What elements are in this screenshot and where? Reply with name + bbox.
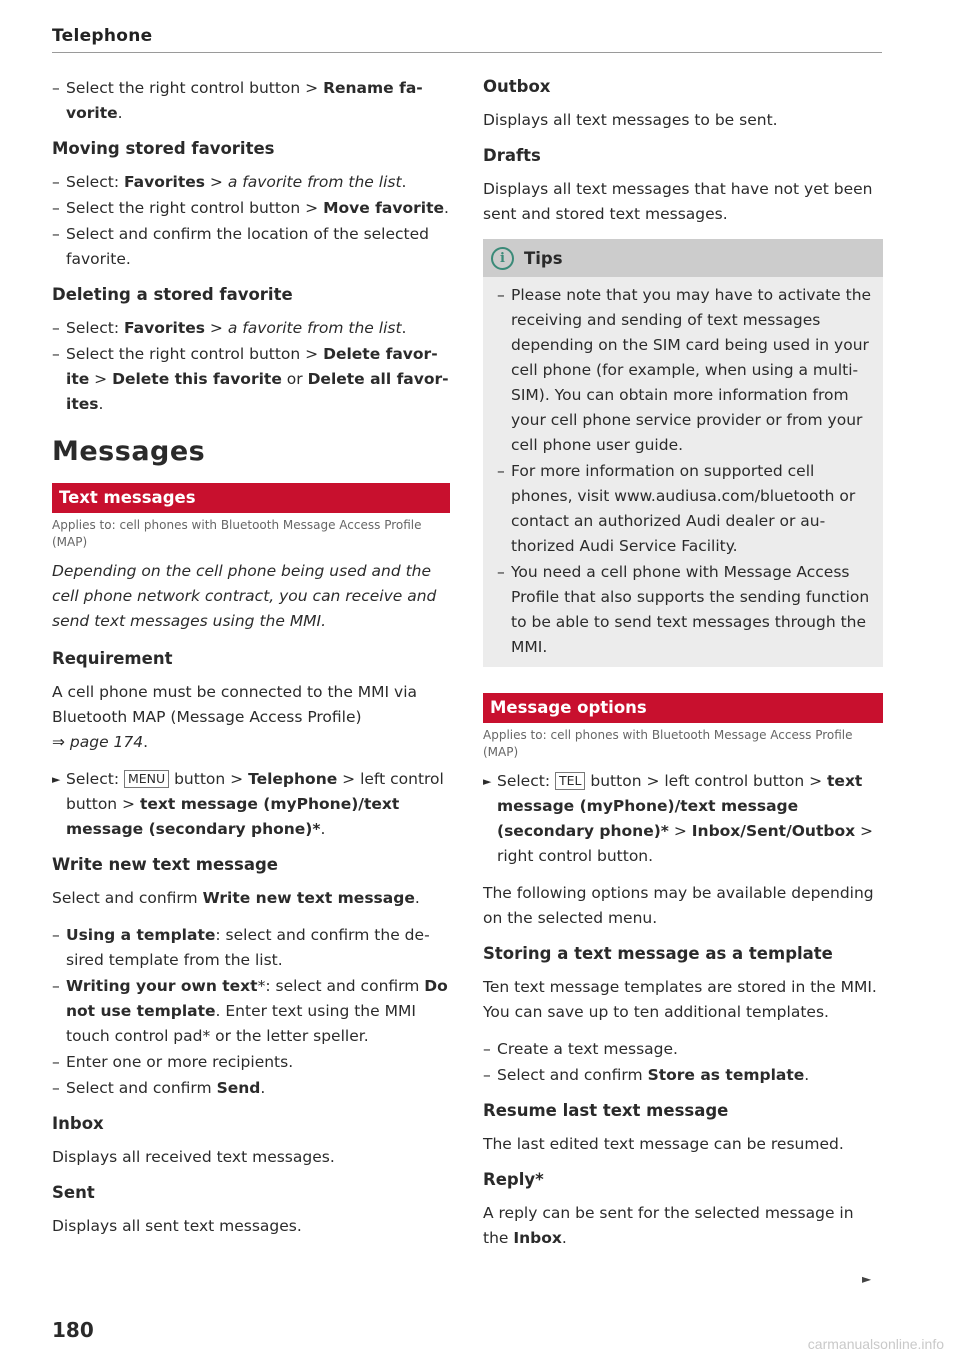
bullet-dash: – — [52, 79, 60, 97]
rename-step: – Select the right control button > Rename favorite. — [52, 76, 450, 126]
select-inbox-step: ► Select: TEL button > left control button > text message (myPhone)/text message (secondary phone)* > Inbox/Sent/Outbox > right control button. — [483, 769, 883, 869]
intro-text: Depending on the cell phone being used and the cell phone network contract, you can receive and send text messages using the MMI. — [52, 562, 437, 630]
deleting-step-2: – Select the right control button > Delete favorite > Delete this favorite or Delete all favorites. — [52, 345, 449, 413]
following-text: The following options may be available depending on the selected menu. — [483, 884, 874, 927]
select-telephone-step: ► Select: MENU button > Telephone > left control button > text message (myPhone)/text message (secondary phone)*. — [52, 767, 450, 842]
watermark: carmanualsonline.info — [807, 1336, 944, 1352]
step-arrow-icon: ► — [483, 775, 492, 788]
applies-note: Applies to: cell phones with Bluetooth Message Access Profile (MAP) — [52, 518, 422, 549]
reply-text: A reply can be sent for the selected message in the Inbox. — [483, 1204, 854, 1247]
sent-text: Displays all sent text messages. — [52, 1217, 302, 1235]
requirement-text: A cell phone must be connected to the MMI via Bluetooth MAP (Message Access Profile) ⇒ page 174. — [52, 683, 418, 751]
write-step-1: – Using a template: select and confirm the desired template from the list. — [52, 926, 430, 969]
continue-arrow-icon: ► — [862, 1272, 872, 1286]
menu-key: MENU — [124, 770, 169, 788]
tip-item: – For more information on supported cell phones, visit www.audiusa.com/bluetooth or contact an authorized Audi dealer or authorized Audi Service Facility. — [497, 462, 856, 555]
tips-title: Tips — [524, 248, 563, 268]
write-step-2: – Writing your own text*: select and confirm Do not use template. Enter text using the MMI touch control pad* or the letter speller. — [52, 977, 448, 1045]
tip-item: – You need a cell phone with Message Access Profile that also supports the sending function to be able to send text messages through the MMI. — [497, 563, 870, 656]
step-arrow-icon: ► — [52, 773, 61, 786]
message-options-section-bar: Message options — [483, 693, 883, 723]
write-step-4: – Select and confirm Send. — [52, 1079, 266, 1097]
storing-step-2: – Select and confirm Store as template. — [483, 1066, 810, 1084]
moving-heading: Moving stored favorites — [52, 139, 275, 158]
resume-text: The last edited text message can be resumed. — [483, 1135, 844, 1153]
page-header-title: Telephone — [52, 26, 153, 46]
drafts-heading: Drafts — [483, 146, 541, 165]
storing-step-1: – Create a text message. — [483, 1040, 678, 1058]
deleting-step-1: – Select: Favorites > a favorite from the list. — [52, 319, 407, 337]
outbox-heading: Outbox — [483, 77, 551, 96]
resume-heading: Resume last text message — [483, 1101, 729, 1120]
messages-heading: Messages — [52, 436, 206, 467]
storing-text: Ten text message templates are stored in the MMI. You can save up to ten additional templates. — [483, 978, 877, 1021]
reply-heading: Reply* — [483, 1170, 544, 1189]
inbox-text: Displays all received text messages. — [52, 1148, 335, 1166]
storing-heading: Storing a text message as a template — [483, 944, 833, 963]
drafts-text: Displays all text messages that have not yet been sent and stored text messages. — [483, 180, 873, 223]
write-step-3: – Enter one or more recipients. — [52, 1053, 294, 1071]
page-reference-link[interactable]: ⇒ page 174 — [52, 733, 144, 751]
header-divider — [52, 52, 882, 53]
tips-box — [483, 239, 883, 667]
moving-step-2: – Select the right control button > Move favorite. — [52, 199, 449, 217]
left-column — [52, 74, 450, 1251]
inbox-heading: Inbox — [52, 1114, 104, 1133]
sent-heading: Sent — [52, 1183, 95, 1202]
requirement-heading: Requirement — [52, 649, 173, 668]
page-number: 180 — [52, 1318, 94, 1342]
moving-step-3: – Select and confirm the location of the selected favorite. — [52, 225, 430, 268]
tel-key: TEL — [555, 772, 586, 790]
outbox-text: Displays all text messages to be sent. — [483, 111, 778, 129]
moving-step-1: – Select: Favorites > a favorite from the list. — [52, 173, 407, 191]
tips-header — [483, 239, 883, 277]
right-column — [483, 74, 883, 1263]
deleting-heading: Deleting a stored favorite — [52, 285, 293, 304]
tips-body — [483, 277, 883, 660]
info-icon: i — [491, 247, 514, 270]
rename-favorite-label: Rename favorite — [66, 79, 423, 122]
text-messages-section-bar: Text messages — [52, 483, 450, 513]
write-heading: Write new text message — [52, 855, 278, 874]
applies-note: Applies to: cell phones with Bluetooth Message Access Profile (MAP) — [483, 728, 853, 759]
write-text: Select and confirm Write new text message. — [52, 889, 420, 907]
tip-item: – Please note that you may have to activate the receiving and sending of text messages depending on the SIM card being used in your cell phone (for example, when using a multi-SIM). You can obtain more information from your cell phone service provider or from your cell phone user guide. — [497, 286, 872, 454]
